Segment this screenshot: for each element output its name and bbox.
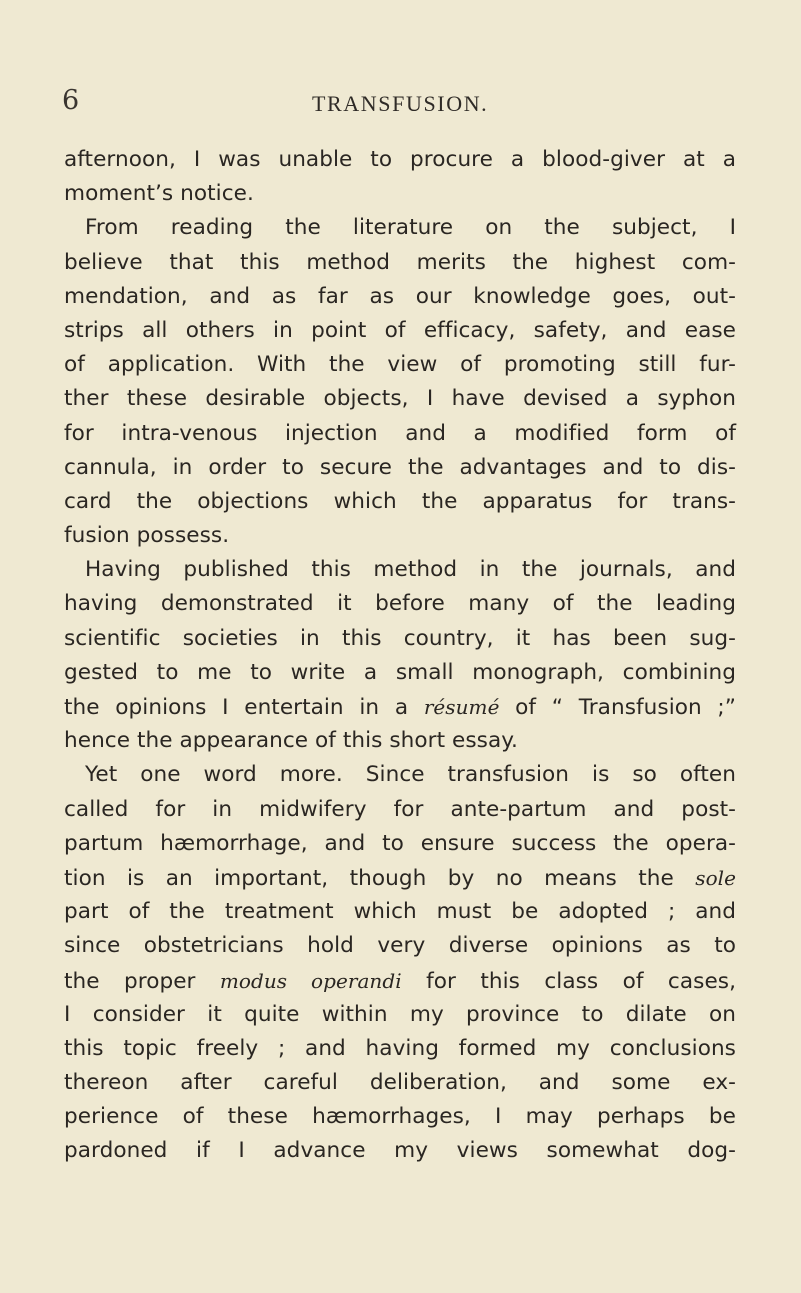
text-run: strips all others in point of efficacy, safety, and ease	[64, 317, 736, 343]
text-line	[64, 690, 736, 724]
text-run: of “ Transfusion ;”	[499, 695, 736, 720]
text-line	[64, 793, 736, 827]
text-line	[64, 998, 736, 1032]
text-line	[64, 348, 736, 382]
text-run: tion is an important, though by no means the	[64, 865, 696, 891]
text-line	[64, 929, 736, 963]
text-run: part of the treatment which must be adopted ; and	[64, 899, 736, 925]
text-line	[64, 382, 736, 416]
text-line	[64, 861, 736, 895]
text-run: I consider it quite within my province to dilate on	[64, 1001, 736, 1027]
text-run: gested to me to write a small monograph, combining	[64, 659, 736, 685]
text-run: ther these desirable objects, I have devised a syphon	[64, 386, 736, 412]
italic-text: sole	[695, 865, 736, 890]
text-run: for intra-venous injection and a modified form of	[64, 420, 736, 446]
text-run: From reading the literature on the subject, I	[85, 215, 736, 241]
text-run: Having published this method in the journals, and	[85, 557, 736, 583]
text-run: hence the appearance of this short essay.	[64, 728, 518, 754]
text-run: for this class of cases,	[401, 968, 736, 994]
text-line	[64, 964, 736, 998]
text-run: called for in midwifery for ante-partum and post-	[64, 796, 736, 822]
text-line	[64, 485, 736, 519]
text-line	[64, 724, 736, 758]
text-run: card the objections which the apparatus for trans-	[64, 488, 736, 514]
page-number: 6	[62, 85, 80, 116]
text-line	[64, 246, 736, 280]
text-run: cannula, in order to secure the advantages and to dis-	[64, 454, 736, 480]
text-run: the proper	[64, 968, 220, 994]
text-run: thereon after careful deliberation, and some ex-	[64, 1070, 736, 1096]
text-run: afternoon, I was unable to procure a blood-giver at a	[64, 147, 736, 172]
text-line	[64, 656, 736, 690]
italic-text: modus operandi	[219, 968, 402, 993]
text-line	[64, 177, 736, 211]
text-line	[64, 1134, 736, 1168]
text-line	[64, 417, 736, 451]
text-line	[64, 211, 736, 245]
text-run: the opinions I entertain in a	[64, 695, 424, 720]
page-header	[62, 86, 712, 122]
italic-text: résumé	[423, 695, 500, 719]
text-line	[64, 451, 736, 485]
text-run: scientific societies in this country, it has been sug-	[64, 625, 736, 651]
text-line	[64, 1032, 736, 1066]
text-run: moment’s notice.	[64, 181, 254, 207]
text-line	[64, 895, 736, 929]
text-run: Yet one word more. Since transfusion is so often	[85, 762, 736, 788]
text-line	[64, 280, 736, 314]
text-run: since obstetricians hold very diverse opinions as to	[64, 933, 736, 959]
text-run: perience of these hæmorrhages, I may perhaps be	[64, 1104, 736, 1130]
text-run: fusion possess.	[64, 523, 230, 549]
text-line	[64, 143, 736, 177]
text-run: of application. With the view of promoting still fur-	[64, 352, 736, 378]
text-run: partum hæmorrhage, and to ensure success the opera-	[64, 830, 736, 856]
text-run: believe that this method merits the highest com-	[64, 249, 736, 275]
text-line	[64, 1066, 736, 1100]
body-text	[64, 143, 736, 1169]
text-line	[64, 758, 736, 792]
text-line	[64, 553, 736, 587]
text-run: pardoned if I advance my views somewhat dog-	[64, 1138, 736, 1164]
text-run: mendation, and as far as our knowledge goes, out-	[64, 283, 736, 309]
text-line	[64, 587, 736, 621]
text-run: this topic freely ; and having formed my conclusions	[64, 1035, 736, 1061]
text-line	[64, 827, 736, 861]
text-run: having demonstrated it before many of the leading	[64, 591, 736, 617]
text-line	[64, 1100, 736, 1134]
text-line	[64, 519, 736, 553]
running-head: TRANSFUSION.	[312, 91, 489, 116]
text-line	[64, 314, 736, 348]
text-line	[64, 622, 736, 656]
